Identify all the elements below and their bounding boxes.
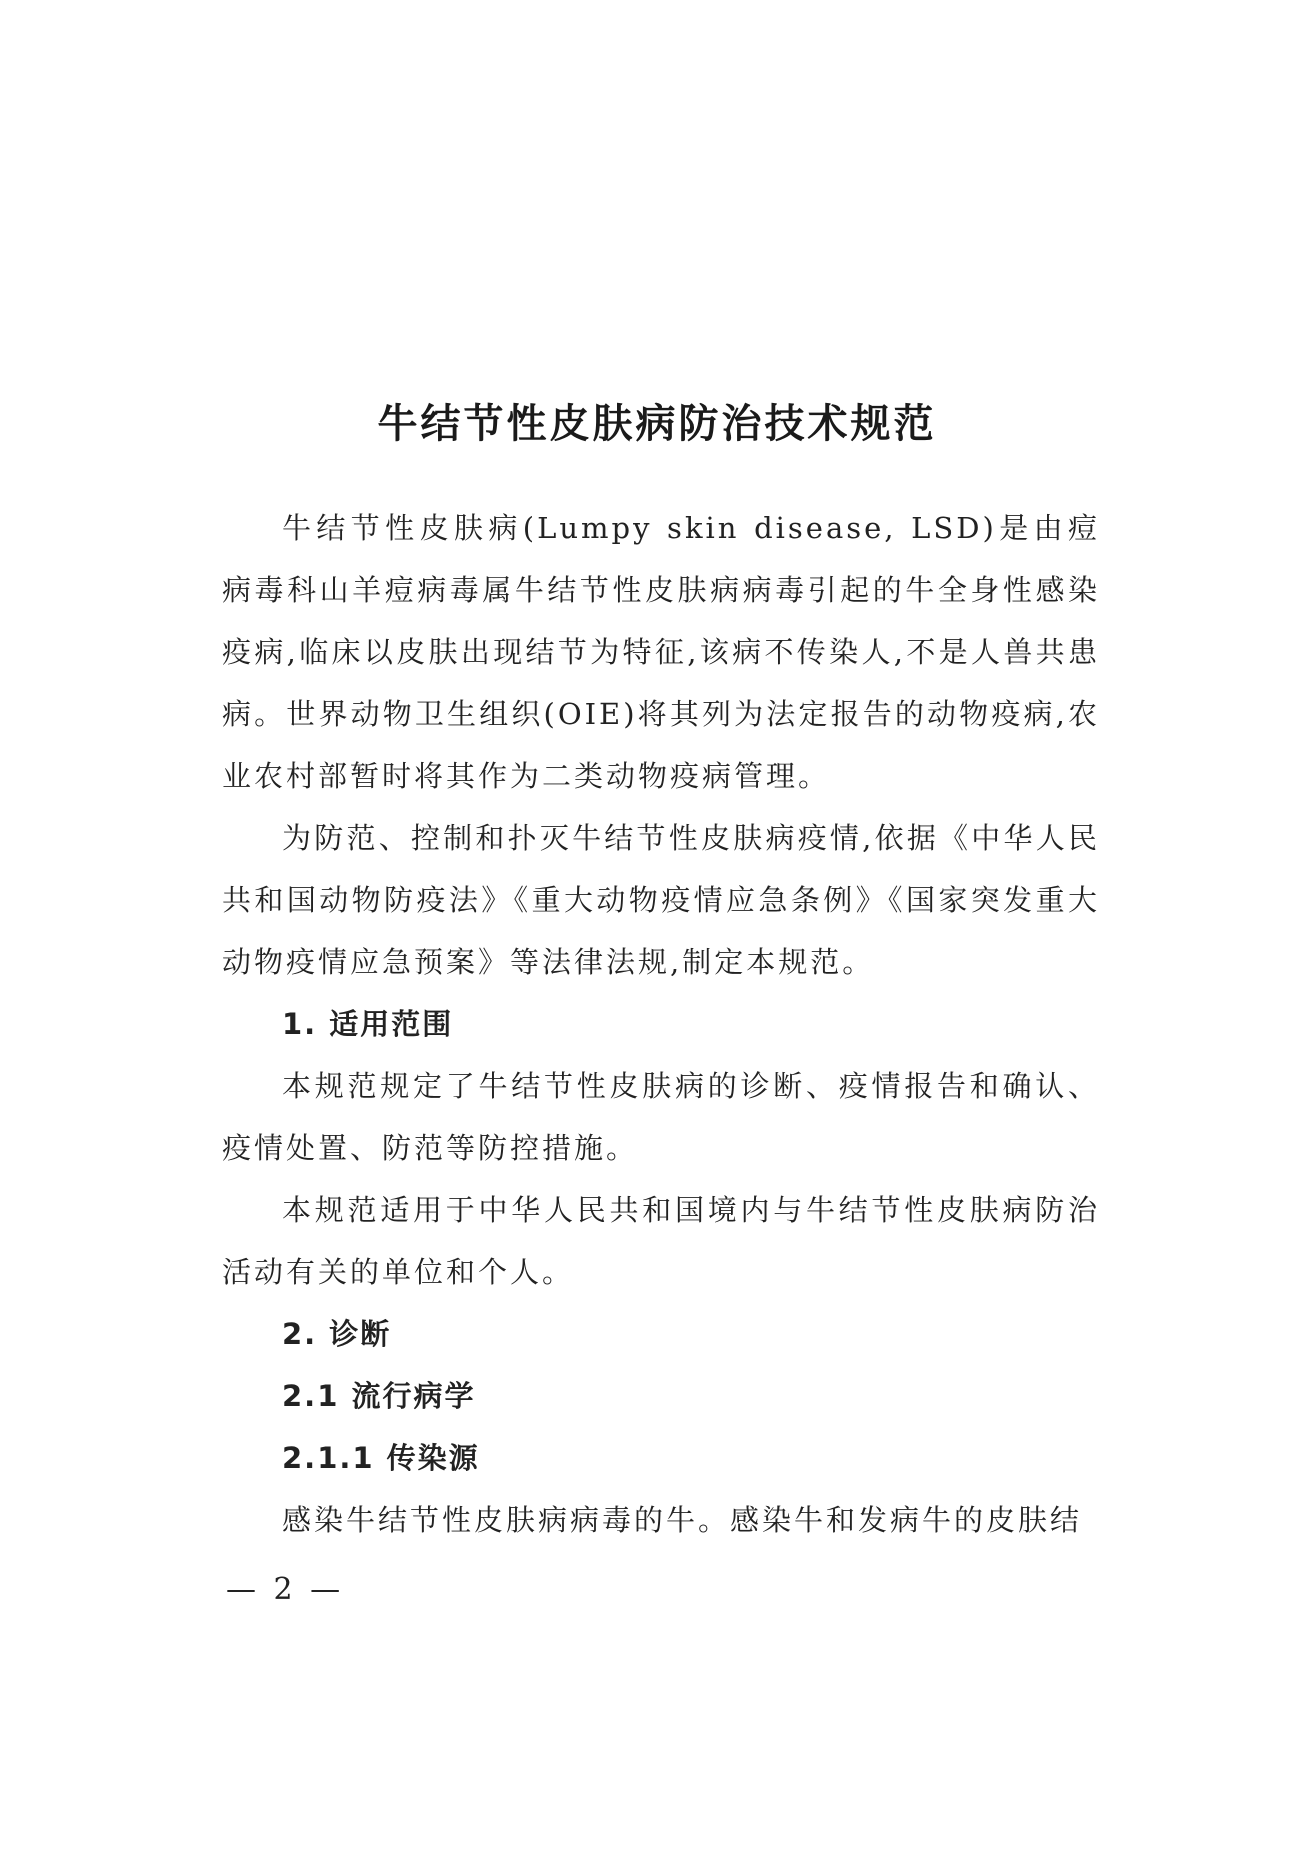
heading-epidemiology: 2.1 流行病学: [282, 1379, 476, 1413]
paragraph-legal-basis: 为防范、控制和扑灭牛结节性皮肤病疫情,依据《中华人民共和国动物防疫法》《重大动物疫情应急条例》《国家突发重大动物疫情应急预案》等法律法规,制定本规范。: [222, 821, 1100, 979]
heading-infection-source: 2.1.1 传染源: [282, 1441, 480, 1475]
section-intro: [222, 497, 1100, 807]
heading-scope: 1. 适用范围: [282, 1007, 454, 1041]
section-basis: [222, 807, 1100, 993]
page-number: — 2 —: [226, 1572, 345, 1607]
section-epidemiology-heading: [222, 1365, 1100, 1427]
section-scope-2: [222, 1179, 1100, 1303]
heading-diagnosis: 2. 诊断: [282, 1317, 392, 1351]
section-diagnosis-heading: [222, 1303, 1100, 1365]
paragraph-scope-applicability: 本规范适用于中华人民共和国境内与牛结节性皮肤病防治活动有关的单位和个人。: [222, 1193, 1100, 1289]
paragraph-infection-source: 感染牛结节性皮肤病病毒的牛。感染牛和发病牛的皮肤结: [282, 1503, 1083, 1537]
paragraph-definition: 牛结节性皮肤病(Lumpy skin disease, LSD)是由痘病毒科山羊痘病毒属牛结节性皮肤病病毒引起的牛全身性感染疫病,临床以皮肤出现结节为特征,该病不传染人,不是人兽共患病。世界动物卫生组织(OIE)将其列为法定报告的动物疫病,农业农村部暂时将其作为二类动物疫病管理。: [222, 511, 1100, 793]
section-scope-heading: [222, 993, 1100, 1055]
paragraph-scope-content: 本规范规定了牛结节性皮肤病的诊断、疫情报告和确认、疫情处置、防范等防控措施。: [222, 1069, 1100, 1165]
section-source-text: [222, 1489, 1100, 1551]
section-scope-1: [222, 1055, 1100, 1179]
document-title: 牛结节性皮肤病防治技术规范: [377, 400, 937, 447]
section-source-heading: [222, 1427, 1100, 1489]
